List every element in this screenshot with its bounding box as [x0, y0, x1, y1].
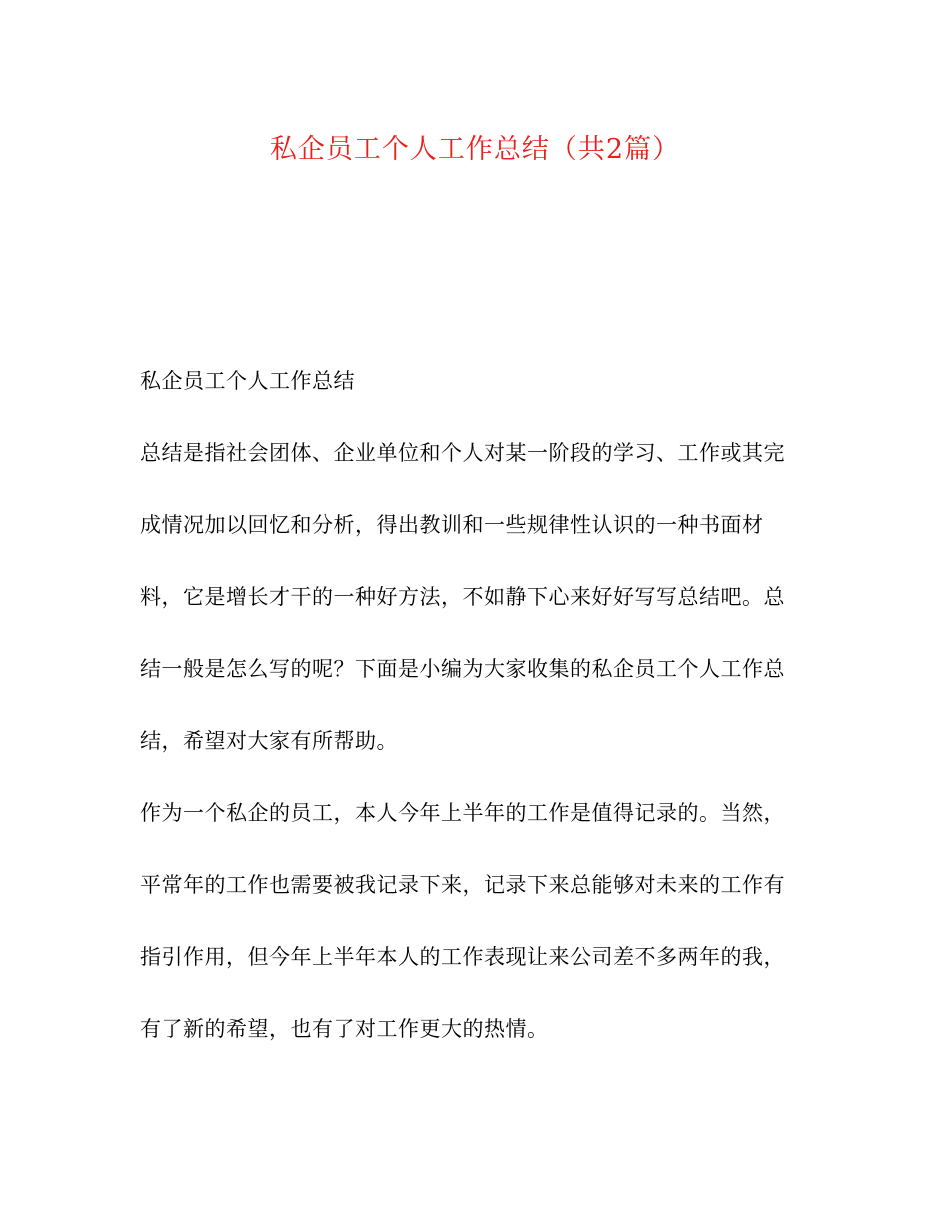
text-line: 料，它是增长才干的一种好方法，不如静下心来好好写写总结吧。总 [140, 585, 785, 609]
document-body [140, 358, 800, 1078]
text-line: 结一般是怎么写的呢？下面是小编为大家收集的私企员工个人工作总 [140, 657, 785, 681]
document-title: 私企员工个人工作总结（共2篇） [269, 134, 681, 165]
text-line: 有了新的希望，也有了对工作更大的热情。 [140, 1017, 549, 1041]
section-heading: 私企员工个人工作总结 [140, 369, 355, 393]
text-line: 指引作用，但今年上半年本人的工作表现让来公司差不多两年的我， [140, 945, 785, 969]
text-line: 结，希望对大家有所帮助。 [140, 729, 398, 753]
text-line: 成情况加以回忆和分析，得出教训和一些规律性认识的一种书面材 [140, 513, 764, 537]
text-line: 平常年的工作也需要被我记录下来，记录下来总能够对未来的工作有 [140, 873, 785, 897]
text-line: 作为一个私企的员工，本人今年上半年的工作是值得记录的。当然， [140, 801, 785, 825]
text-line: 总结是指社会团体、企业单位和个人对某一阶段的学习、工作或其完 [140, 441, 785, 465]
